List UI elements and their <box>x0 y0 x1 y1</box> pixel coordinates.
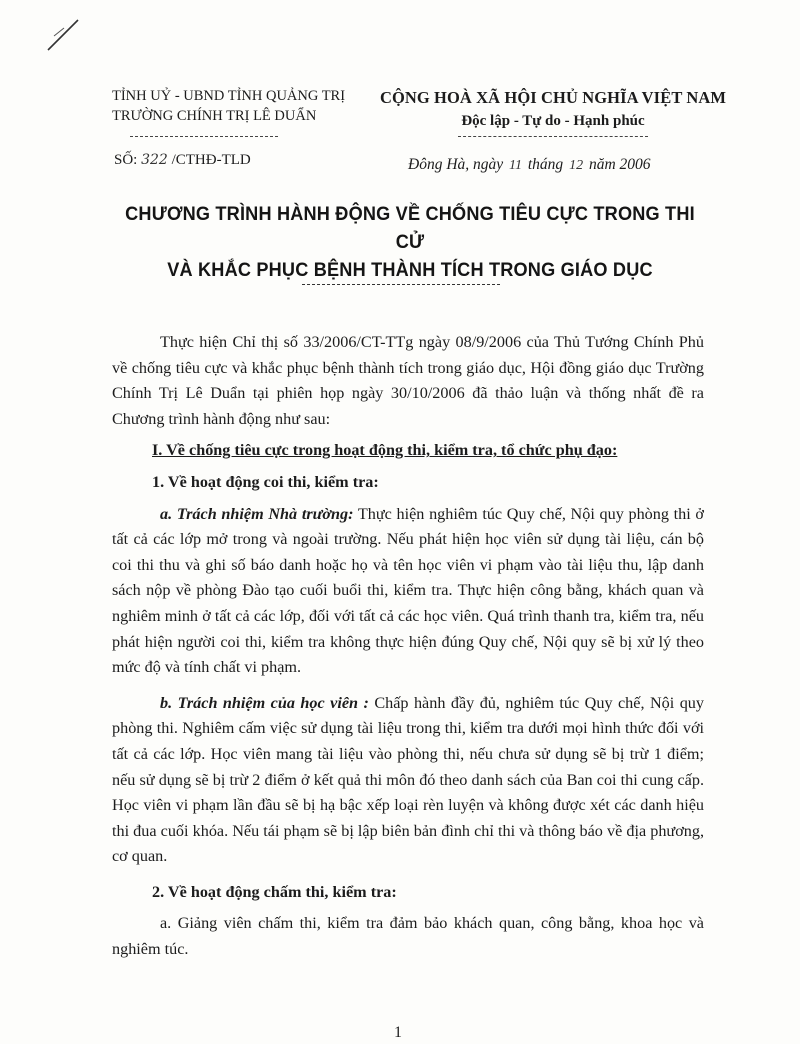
document-title <box>122 200 699 284</box>
item-a-text: Thực hiện nghiêm túc Quy chế, Nội quy phòng thi ở tất cả các lớp mở trong và ngoài trường. Nếu phát hiện học viên sử dụng tài liệu, cán bộ coi thi thu và ghi số báo danh hoặc họ và tên học viên vi phạm vào tài liệu thu, lập danh sách nộp về phòng Đào tạo cuối buổi thi, kiểm tra. Thực hiện công bằng, khách quan và nghiêm minh ở tất cả các lớp, đối với tất cả các học viên. Quá trình thanh tra, kiểm tra, nếu phát hiện người coi thi, kiểm tra không thực hiện đúng Quy chế, Nội quy sẽ bị xử lý theo mức độ và tính chất vi phạm. <box>112 504 704 677</box>
org-line-2: TRƯỜNG CHÍNH TRỊ LÊ DUẨN <box>112 108 317 124</box>
motto-divider <box>458 136 648 137</box>
date-suffix: năm 2006 <box>585 156 651 173</box>
document-number <box>114 152 251 169</box>
doc-number-handwritten: 322 <box>141 152 168 168</box>
date-prefix: Đông Hà, ngày <box>408 156 508 173</box>
item-b-lead: b. Trách nhiệm của học viên : <box>160 693 369 712</box>
issuing-organization <box>112 86 346 126</box>
date-middle: tháng <box>524 156 568 173</box>
item-b-text: Chấp hành đầy đủ, nghiêm túc Quy chế, Nội quy phòng thi. Nghiêm cấm việc sử dụng tài liệu trong thi, kiểm tra dưới mọi hình thức đối với tất cả các lớp. Học viên mang tài liệu vào phòng thi, nếu chưa sử dụng sẽ bị trừ 1 điểm; nếu sử dụng sẽ bị trừ 2 điểm ở kết quả thi môn đó theo danh sách của Ban coi thi cung cấp. Học viên vi phạm lần đầu sẽ bị hạ bậc xếp loại rèn luyện và không được xét các danh hiệu thi đua cuối khóa. Nếu tái phạm sẽ bị lập biên bản đình chỉ thi và thông báo về địa phương, cơ quan. <box>112 693 704 866</box>
national-motto: Độc lập - Tự do - Hạnh phúc <box>461 113 645 129</box>
date-month: 12 <box>569 158 584 173</box>
doc-number-prefix: SỐ: <box>114 152 142 168</box>
subsection-2-heading: 2. Về hoạt động chấm thi, kiểm tra: <box>152 882 397 901</box>
title-divider <box>302 284 500 285</box>
section-1-heading: I. Về chống tiêu cực trong hoạt động thi, kiểm tra, tổ chức phụ đạo: <box>152 441 618 460</box>
document-body <box>112 330 704 963</box>
national-header <box>338 88 768 137</box>
item-2a-paragraph: a. Giảng viên chấm thi, kiểm tra đảm bảo khách quan, công bằng, khoa học và nghiêm túc. <box>112 914 704 959</box>
org-line-1: TỈNH UỶ - UBND TỈNH QUẢNG TRỊ <box>112 88 346 104</box>
title-line-1: CHƯƠNG TRÌNH HÀNH ĐỘNG VỀ CHỐNG TIÊU CỰC TRONG THI CỬ <box>125 203 695 253</box>
pen-mark-icon <box>44 14 84 54</box>
item-b-paragraph <box>112 691 704 870</box>
date-day: 11 <box>509 158 522 173</box>
doc-number-suffix: /CTHĐ-TLD <box>167 152 251 168</box>
page-number: 1 <box>394 1024 402 1041</box>
title-line-2: VÀ KHẮC PHỤC BỆNH THÀNH TÍCH TRONG GIÁO DỤC <box>167 259 653 281</box>
nation-name: CỘNG HOÀ XÃ HỘI CHỦ NGHĨA VIỆT NAM <box>379 88 727 107</box>
item-a-lead: a. Trách nhiệm Nhà trường: <box>160 504 354 523</box>
item-a-paragraph <box>112 502 704 681</box>
subsection-1-heading: 1. Về hoạt động coi thi, kiểm tra: <box>152 472 379 491</box>
intro-paragraph: Thực hiện Chỉ thị số 33/2006/CT-TTg ngày 08/9/2006 của Thủ Tướng Chính Phủ về chống tiêu cực và khắc phục bệnh thành tích trong giáo dục, Hội đồng giáo dục Trường Chính Trị Lê Duẩn tại phiên họp ngày 30/10/2006 đã thảo luận và thống nhất đề ra Chương trình hành động như sau: <box>112 333 704 428</box>
org-divider <box>130 136 278 137</box>
document-date <box>408 156 651 174</box>
